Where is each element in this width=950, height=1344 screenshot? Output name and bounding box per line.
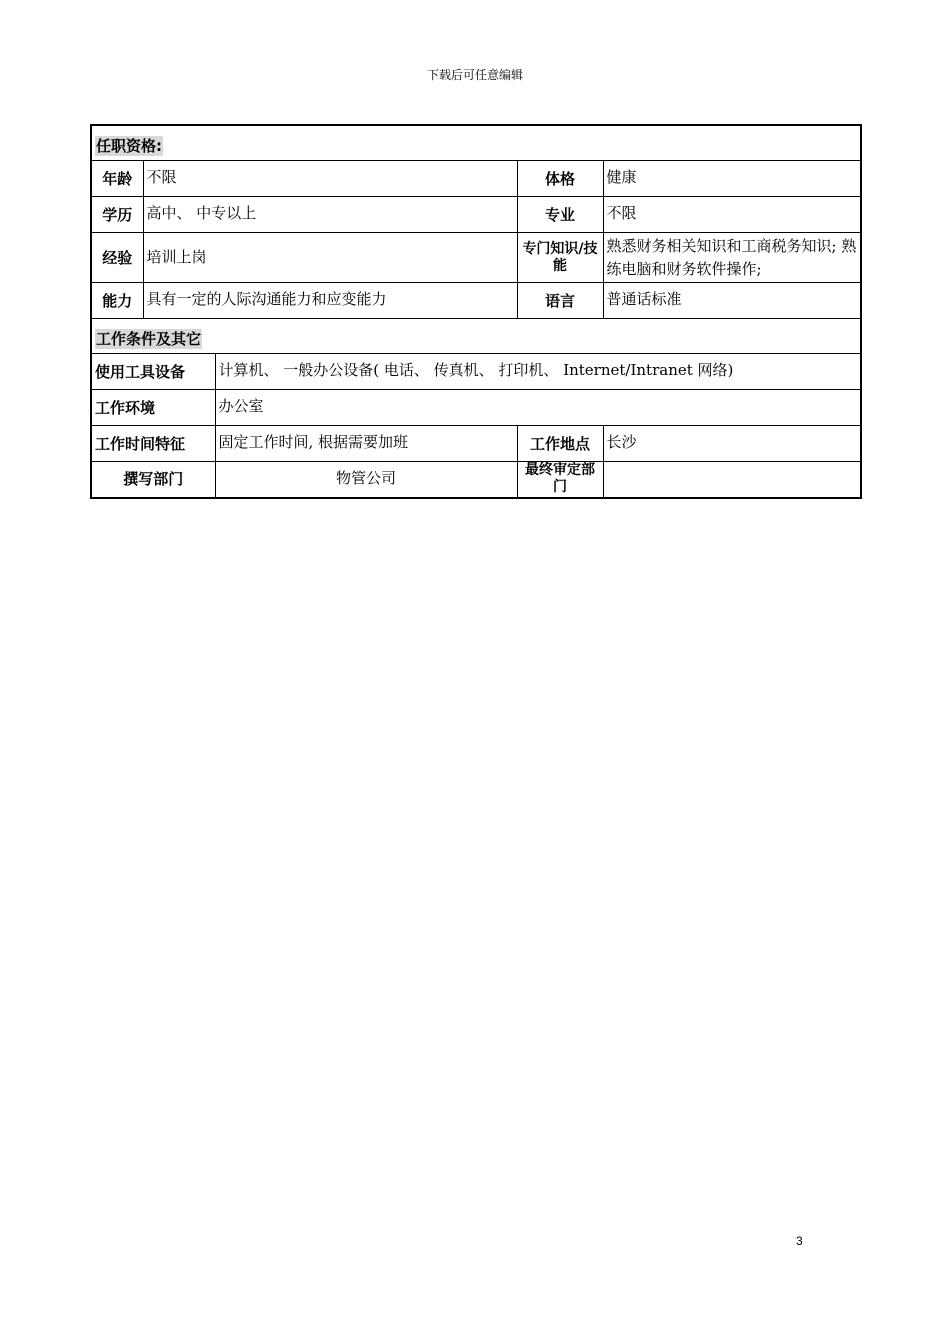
language-label: 语言 <box>517 283 603 319</box>
environment-value: 办公室 <box>215 390 861 426</box>
final-dept-label: 最终审定部门 <box>517 462 603 498</box>
age-label: 年龄 <box>91 161 143 197</box>
table-row <box>91 426 861 462</box>
work-location-label: 工作地点 <box>517 426 603 462</box>
physique-value: 健康 <box>603 161 861 197</box>
table-row <box>91 462 861 498</box>
conditions-section-row <box>91 319 861 354</box>
table-row <box>91 197 861 233</box>
education-value: 高中、 中专以上 <box>143 197 517 233</box>
table-row <box>91 161 861 197</box>
page-number: 3 <box>796 1234 803 1248</box>
tools-value: 计算机、 一般办公设备( 电话、 传真机、 打印机、 Internet/Intranet 网络) <box>215 354 861 390</box>
language-value: 普通话标准 <box>603 283 861 319</box>
ability-value: 具有一定的人际沟通能力和应变能力 <box>143 283 517 319</box>
ability-label: 能力 <box>91 283 143 319</box>
work-location-value: 长沙 <box>603 426 861 462</box>
work-time-value: 固定工作时间, 根据需要加班 <box>215 426 517 462</box>
writer-dept-value: 物管公司 <box>215 462 517 498</box>
page-header: 下载后可任意编辑 <box>426 68 523 82</box>
age-value: 不限 <box>143 161 517 197</box>
table-row <box>91 390 861 426</box>
skills-value: 熟悉财务相关知识和工商税务知识; 熟练电脑和财务软件操作; <box>603 233 861 283</box>
major-label: 专业 <box>517 197 603 233</box>
table-row <box>91 233 861 283</box>
skills-label: 专门知识/技能 <box>517 233 603 283</box>
physique-label: 体格 <box>517 161 603 197</box>
writer-dept-label: 撰写部门 <box>91 462 215 498</box>
table-row <box>91 354 861 390</box>
conditions-title: 工作条件及其它 <box>96 330 202 348</box>
qualifications-section-row <box>91 125 861 161</box>
work-time-label: 工作时间特征 <box>91 426 215 462</box>
education-label: 学历 <box>91 197 143 233</box>
table-row <box>91 283 861 319</box>
major-value: 不限 <box>603 197 861 233</box>
experience-label: 经验 <box>91 233 143 283</box>
final-dept-value <box>603 462 861 498</box>
job-qualification-table <box>90 124 862 499</box>
qualifications-title: 任职资格: <box>96 137 162 155</box>
experience-value: 培训上岗 <box>143 233 517 283</box>
tools-label: 使用工具设备 <box>91 354 215 390</box>
environment-label: 工作环境 <box>91 390 215 426</box>
